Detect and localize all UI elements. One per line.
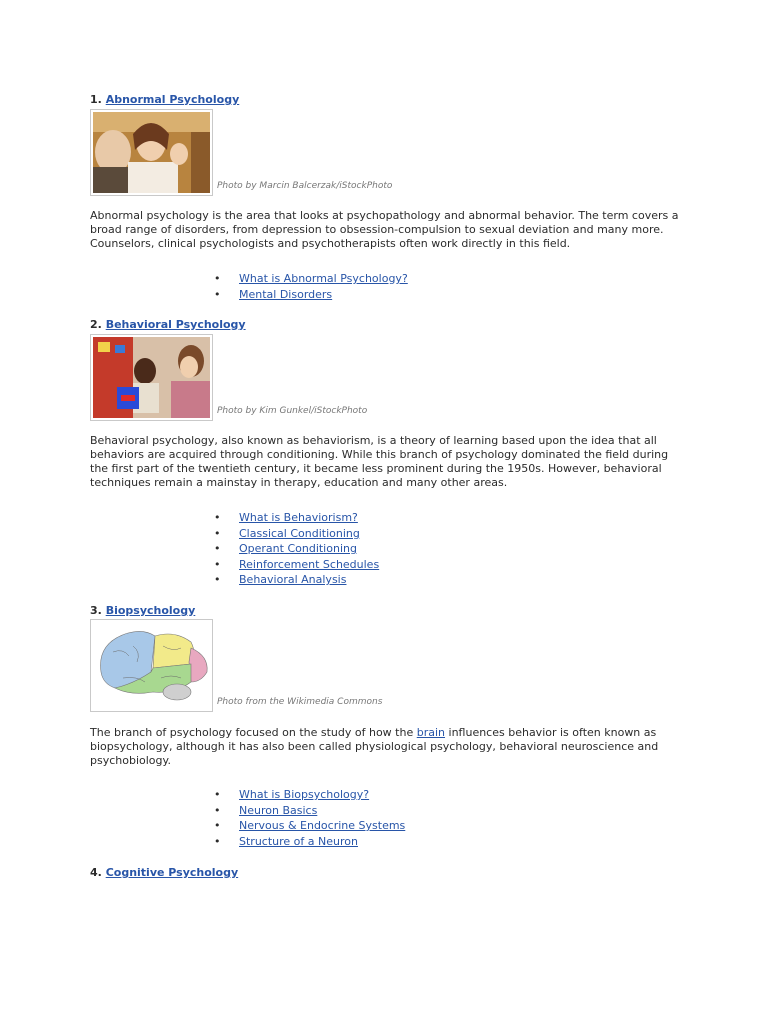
list-item <box>208 834 405 850</box>
section-number: 4. <box>90 866 102 879</box>
list-item <box>208 557 379 573</box>
paragraph-text: influences behavior is often known as biopsychology, although it has also been called physiological psychology, behavioral neuroscience and psychobiology. <box>90 726 659 767</box>
behavioral-links-list <box>208 510 379 588</box>
link-reinforcement-schedules[interactable]: Reinforcement Schedules <box>239 557 380 571</box>
child-therapy-image <box>93 337 210 418</box>
link-behavioral-analysis[interactable]: Behavioral Analysis <box>239 573 347 586</box>
section-heading-biopsychology <box>90 604 195 617</box>
link-what-is-biopsychology[interactable]: What is Biopsychology? <box>239 788 370 801</box>
behavioral-psychology-link[interactable]: Behavioral Psychology <box>105 318 246 331</box>
abnormal-paragraph: Abnormal psychology is the area that looks at psychopathology and abnormal behavior. The term covers a broad range of disorders, from depression to obsession-compulsion to sexual deviation and many more. Counselors, clinical psychologists and psychotherapists often work directly in this field. <box>90 209 679 250</box>
list-item <box>208 526 379 542</box>
link-operant-conditioning[interactable]: Operant Conditioning <box>239 542 357 555</box>
section-number: 3. <box>90 604 102 617</box>
list-item <box>208 803 405 819</box>
photo-caption: Photo by Marcin Balcerzak/iStockPhoto <box>217 181 393 191</box>
behavioral-psychology-photo <box>90 334 213 421</box>
photo-caption: Photo by Kim Gunkel/iStockPhoto <box>217 406 368 416</box>
link-what-is-abnormal-psychology[interactable]: What is Abnormal Psychology? <box>239 272 408 285</box>
section-heading-cognitive <box>90 866 238 879</box>
list-item <box>208 510 379 526</box>
list-item <box>208 541 379 557</box>
abnormal-links-list <box>208 271 408 302</box>
list-item <box>208 572 379 588</box>
link-nervous-endocrine-systems[interactable]: Nervous & Endocrine Systems <box>239 819 406 832</box>
counseling-session-image <box>93 112 210 193</box>
biopsychology-photo <box>90 619 213 712</box>
list-item <box>208 818 405 834</box>
biopsychology-links-list <box>208 787 405 849</box>
brain-diagram-image <box>93 622 210 709</box>
abnormal-psychology-link[interactable]: Abnormal Psychology <box>105 93 240 106</box>
brain-link[interactable]: brain <box>416 726 446 739</box>
cognitive-psychology-link[interactable]: Cognitive Psychology <box>105 866 239 879</box>
link-classical-conditioning[interactable]: Classical Conditioning <box>239 526 360 540</box>
photo-caption: Photo from the Wikimedia Commons <box>217 697 383 707</box>
link-neuron-basics[interactable]: Neuron Basics <box>239 803 318 817</box>
section-number: 1. <box>90 93 102 106</box>
abnormal-psychology-photo <box>90 109 213 196</box>
list-item <box>208 271 408 287</box>
section-heading-abnormal <box>90 93 239 106</box>
biopsychology-link[interactable]: Biopsychology <box>105 604 196 617</box>
section-number: 2. <box>90 318 102 331</box>
behavioral-paragraph: Behavioral psychology, also known as behaviorism, is a theory of learning based upon the idea that all behaviors are acquired through conditioning. While this branch of psychology dominated the field during the first part of the twentieth century, it became less prominent during the 1950s. However, behavioral techniques remain a mainstay in therapy, education and many other areas. <box>90 434 669 489</box>
link-what-is-behaviorism[interactable]: What is Behaviorism? <box>239 511 358 524</box>
paragraph-text: The branch of psychology focused on the study of how the <box>90 726 417 739</box>
biopsychology-paragraph <box>90 726 680 768</box>
section-heading-behavioral <box>90 318 246 331</box>
list-item <box>208 787 405 803</box>
link-mental-disorders[interactable]: Mental Disorders <box>239 287 333 301</box>
list-item <box>208 287 408 303</box>
link-structure-of-a-neuron[interactable]: Structure of a Neuron <box>239 834 358 848</box>
